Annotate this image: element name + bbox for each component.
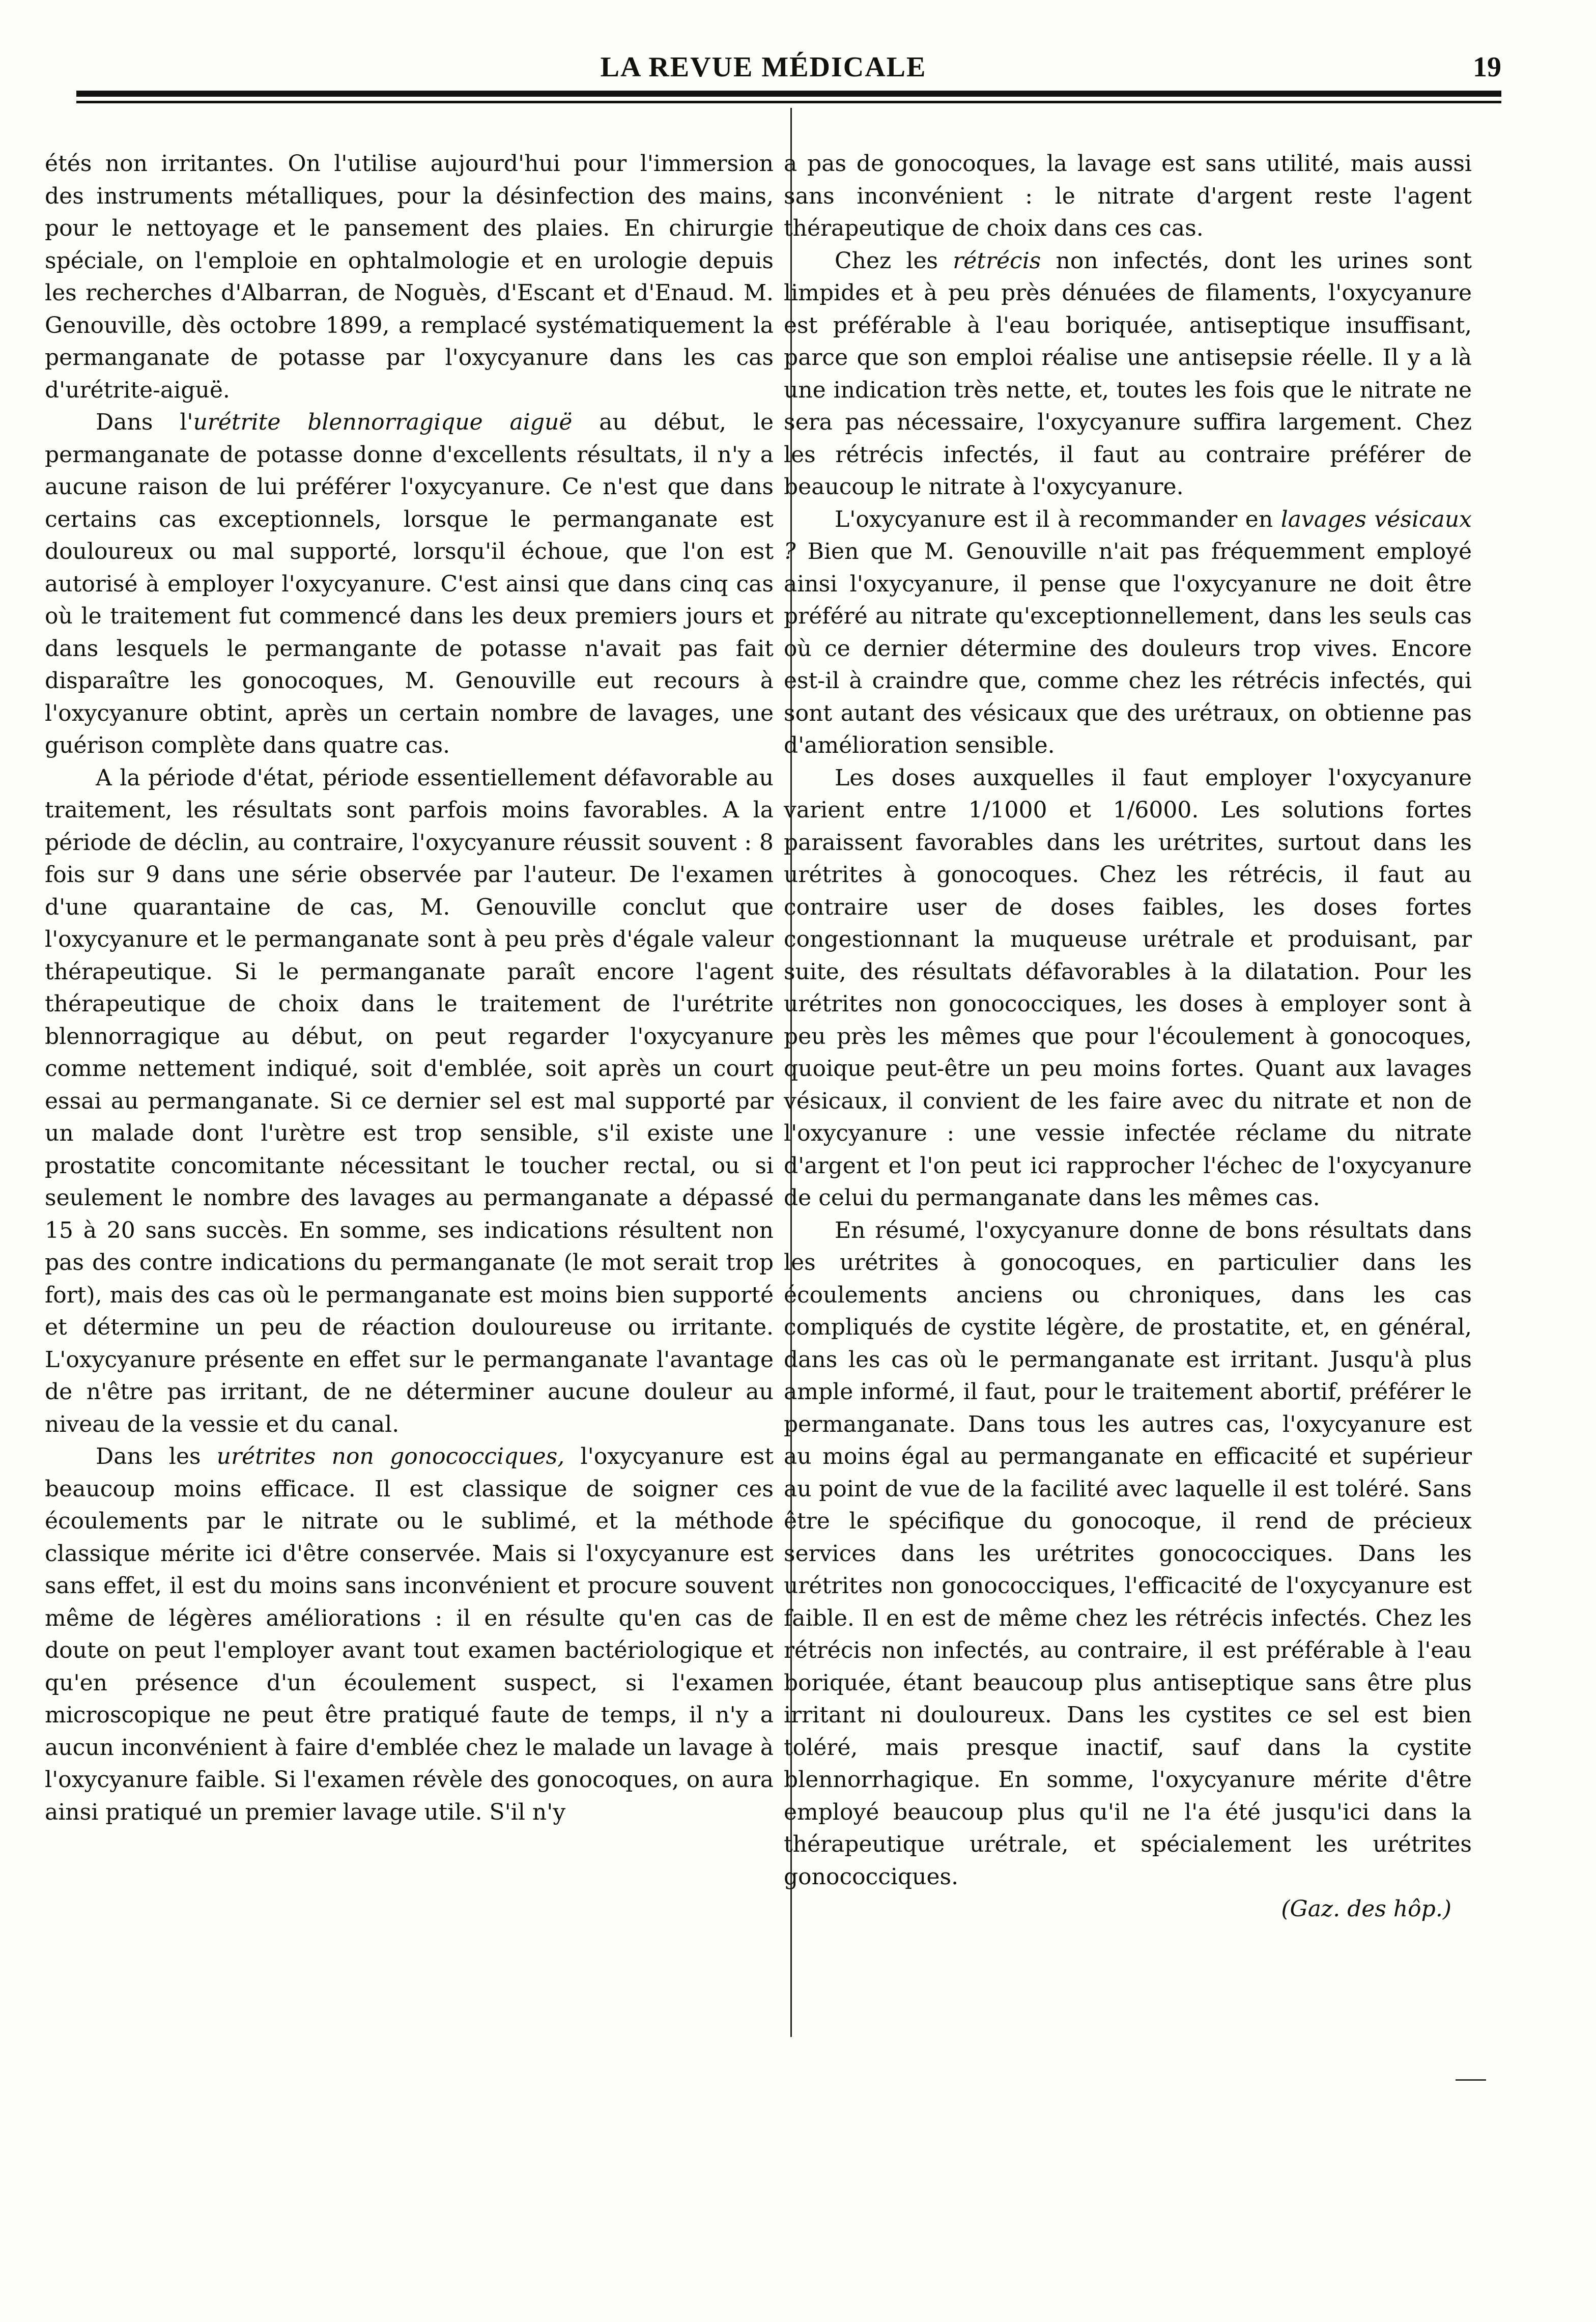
end-mark — [1456, 2079, 1486, 2081]
paragraph: Les doses auxquelles il faut employer l'oxycyanure varient entre 1/1000 et 1/6000. Les solutions fortes paraissent favorables dans les urétrites, surtout dans les urétrites à gonocoques. Chez les rétrécis, il faut au contraire user de doses faibles, les doses fortes congestionnant la muqueuse urétrale et produisant, par suite, des résultats défavorables à la dilatation. Pour les urétrites non gonococciques, les doses à employer sont à peu près les mêmes que pour l'écoulement à gonocoques, quoique peut-être un peu moins fortes. Quant aux lavages vésicaux, il convient de les faire avec du nitrate et non de l'oxycyanure : une vessie infectée réclame du nitrate d'argent et l'on peut ici rapprocher l'échec de l'oxycyanure de celui du permanganate dans les mêmes cas. — [784, 764, 1472, 1211]
page-number: 19 — [1473, 51, 1501, 83]
paragraph: a pas de gonocoques, la lavage est sans utilité, mais aussi sans inconvénient : le nitrate d'argent reste l'agent thérapeutique de choix dans ces cas. — [784, 151, 1472, 241]
paragraph: Dans les urétrites non gonococciques, l'oxycyanure est beaucoup moins efficace. Il est classique de soigner ces écoulements par le nitrate ou le sublimé, et la méthode classique mérite ici d'être conservée. Mais si l'oxycyanure est sans effet, il est du moins sans inconvénient et procure souvent même de légères améliorations : il en résulte qu'en cas de doute on peut l'employer avant tout examen bactériologique et qu'en présence d'un écoulement suspect, si l'examen microscopique ne peut être pratiqué faute de temps, il n'y a aucun inconvénient à faire d'emblée chez le malade un lavage à l'oxycyanure faible. Si l'examen révèle des gonocoques, on aura ainsi pratiqué un premier lavage utile. S'il n'y — [45, 1443, 774, 1825]
header-rule-thin — [76, 101, 1501, 103]
right-column — [784, 148, 1472, 1925]
paragraph: Chez les rétrécis non infectés, dont les urines sont limpides et à peu près dénuées de filaments, l'oxycyanure est préférable à l'eau boriquée, antiseptique insuffisant, parce que son emploi réalise une antisepsie réelle. Il y a là une indication très nette, et, toutes les fois que le nitrate ne sera pas nécessaire, l'oxycyanure suffira largement. Chez les rétrécis infectés, il faut au contraire préférer de beaucoup le nitrate à l'oxycyanure. — [784, 247, 1472, 500]
italic-term: urétrite blennorragique aiguë — [193, 409, 573, 435]
italic-term: rétrécis — [953, 247, 1041, 274]
paragraph: A la période d'état, période essentiellement défavorable au traitement, les résultats sont parfois moins favorables. A la période de déclin, au contraire, l'oxycyanure réussit souvent : 8 fois sur 9 dans une série observée par l'auteur. De l'examen d'une quarantaine de cas, M. Genouville conclut que l'oxycyanure et le permanganate sont à peu près d'égale valeur thérapeutique. Si le permanganate paraît encore l'agent thérapeutique de choix dans le traitement de l'urétrite blennorragique au début, on peut regarder l'oxycyanure comme nettement indiqué, soit d'emblée, soit après un court essai au permanganate. Si ce dernier sel est mal supporté par un malade dont l'urètre est trop sensible, s'il existe une prostatite concomitante nécessitant le toucher rectal, ou si seulement le nombre des lavages au permanganate a dépassé 15 à 20 sans succès. En somme, ses indications résultent non pas des contre indications du permanganate (le mot serait trop fort), mais des cas où le permanganate est moins bien supporté et détermine un peu de réaction douloureuse ou irritante. L'oxycyanure présente en effet sur le permanganate l'avantage de n'être pas irritant, de ne déterminer aucune douleur au niveau de la vessie et du canal. — [45, 764, 774, 1437]
running-head — [76, 51, 1501, 87]
left-column — [45, 148, 774, 1828]
journal-title: LA REVUE MÉDICALE — [600, 51, 927, 83]
paragraph: Dans l'urétrite blennorragique aiguë au début, le permanganate de potasse donne d'excellents résultats, il n'y a aucune raison de lui préférer l'oxycyanure. Ce n'est que dans certains cas exceptionnels, lorsque le permanganate est douloureux ou mal supporté, lorsqu'il échoue, que l'on est autorisé à employer l'oxycyanure. C'est ainsi que dans cinq cas où le traitement fut commencé dans les deux premiers jours et dans lesquels le permangante de potasse n'avait pas fait disparaître les gonocoques, M. Genouville eut recours à l'oxycyanure obtint, après un certain nombre de lavages, une guérison complète dans quatre cas. — [45, 409, 774, 758]
italic-term: urétrites non gonococciques, — [216, 1443, 565, 1469]
paragraph: En résumé, l'oxycyanure donne de bons résultats dans les urétrites à gonocoques, en particulier dans les écoulements anciens ou chroniques, dans les cas compliqués de cystite légère, de prostatite, et, en général, dans les cas où le permanganate est irritant. Jusqu'à plus ample informé, il faut, pour le traitement abortif, préférer le permanganate. Dans tous les autres cas, l'oxycyanure est au moins égal au permanganate en efficacité et supérieur au point de vue de la facilité avec laquelle il est toléré. Sans être le spécifique du gonocoque, il rend de précieux services dans les urétrites gonococciques. Dans les urétrites non gonococciques, l'efficacité de l'oxycyanure est faible. Il en est de même chez les rétrécis infectés. Chez les rétrécis non infectés, au contraire, il est préférable à l'eau boriquée, étant beaucoup plus antiseptique sans être plus irritant ni douloureux. Dans les cystites ce sel est bien toléré, mais presque inactif, sauf dans la cystite blennorrhagique. En somme, l'oxycyanure mérite d'être employé beaucoup plus qu'il ne l'a été jusqu'ici dans la thérapeutique urétrale, et spécialement les urétrites gonococciques. — [784, 1217, 1472, 1890]
paragraph: L'oxycyanure est il à recommander en lavages vésicaux ? Bien que M. Genouville n'ait pas fréquemment employé ainsi l'oxycyanure, il pense que l'oxycyanure ne doit être préféré au nitrate qu'exceptionnellement, dans les seuls cas où ce dernier détermine des douleurs trop vives. Encore est-il à craindre que, comme chez les rétrécis infectés, qui sont autant des vésicaux que des urétraux, on obtienne pas d'amélioration sensible. — [784, 506, 1472, 758]
italic-term: lavages vésicaux ? — [784, 506, 1472, 564]
source-credit: (Gaz. des hôp.) — [1281, 1896, 1451, 1922]
paragraph: étés non irritantes. On l'utilise aujourd'hui pour l'immersion des instruments métalliques, pour la désinfection des mains, pour le nettoyage et le pansement des plaies. En chirurgie spéciale, on l'emploie en ophtalmologie et en urologie depuis les recherches d'Albarran, de Noguès, d'Escant et d'Enaud. M. Genouville, dès octobre 1899, a remplacé systématiquement la permanganate de potasse par l'oxycyanure dans les cas d'urétrite-aiguë. — [45, 151, 774, 403]
header-rule-thick — [76, 91, 1501, 97]
